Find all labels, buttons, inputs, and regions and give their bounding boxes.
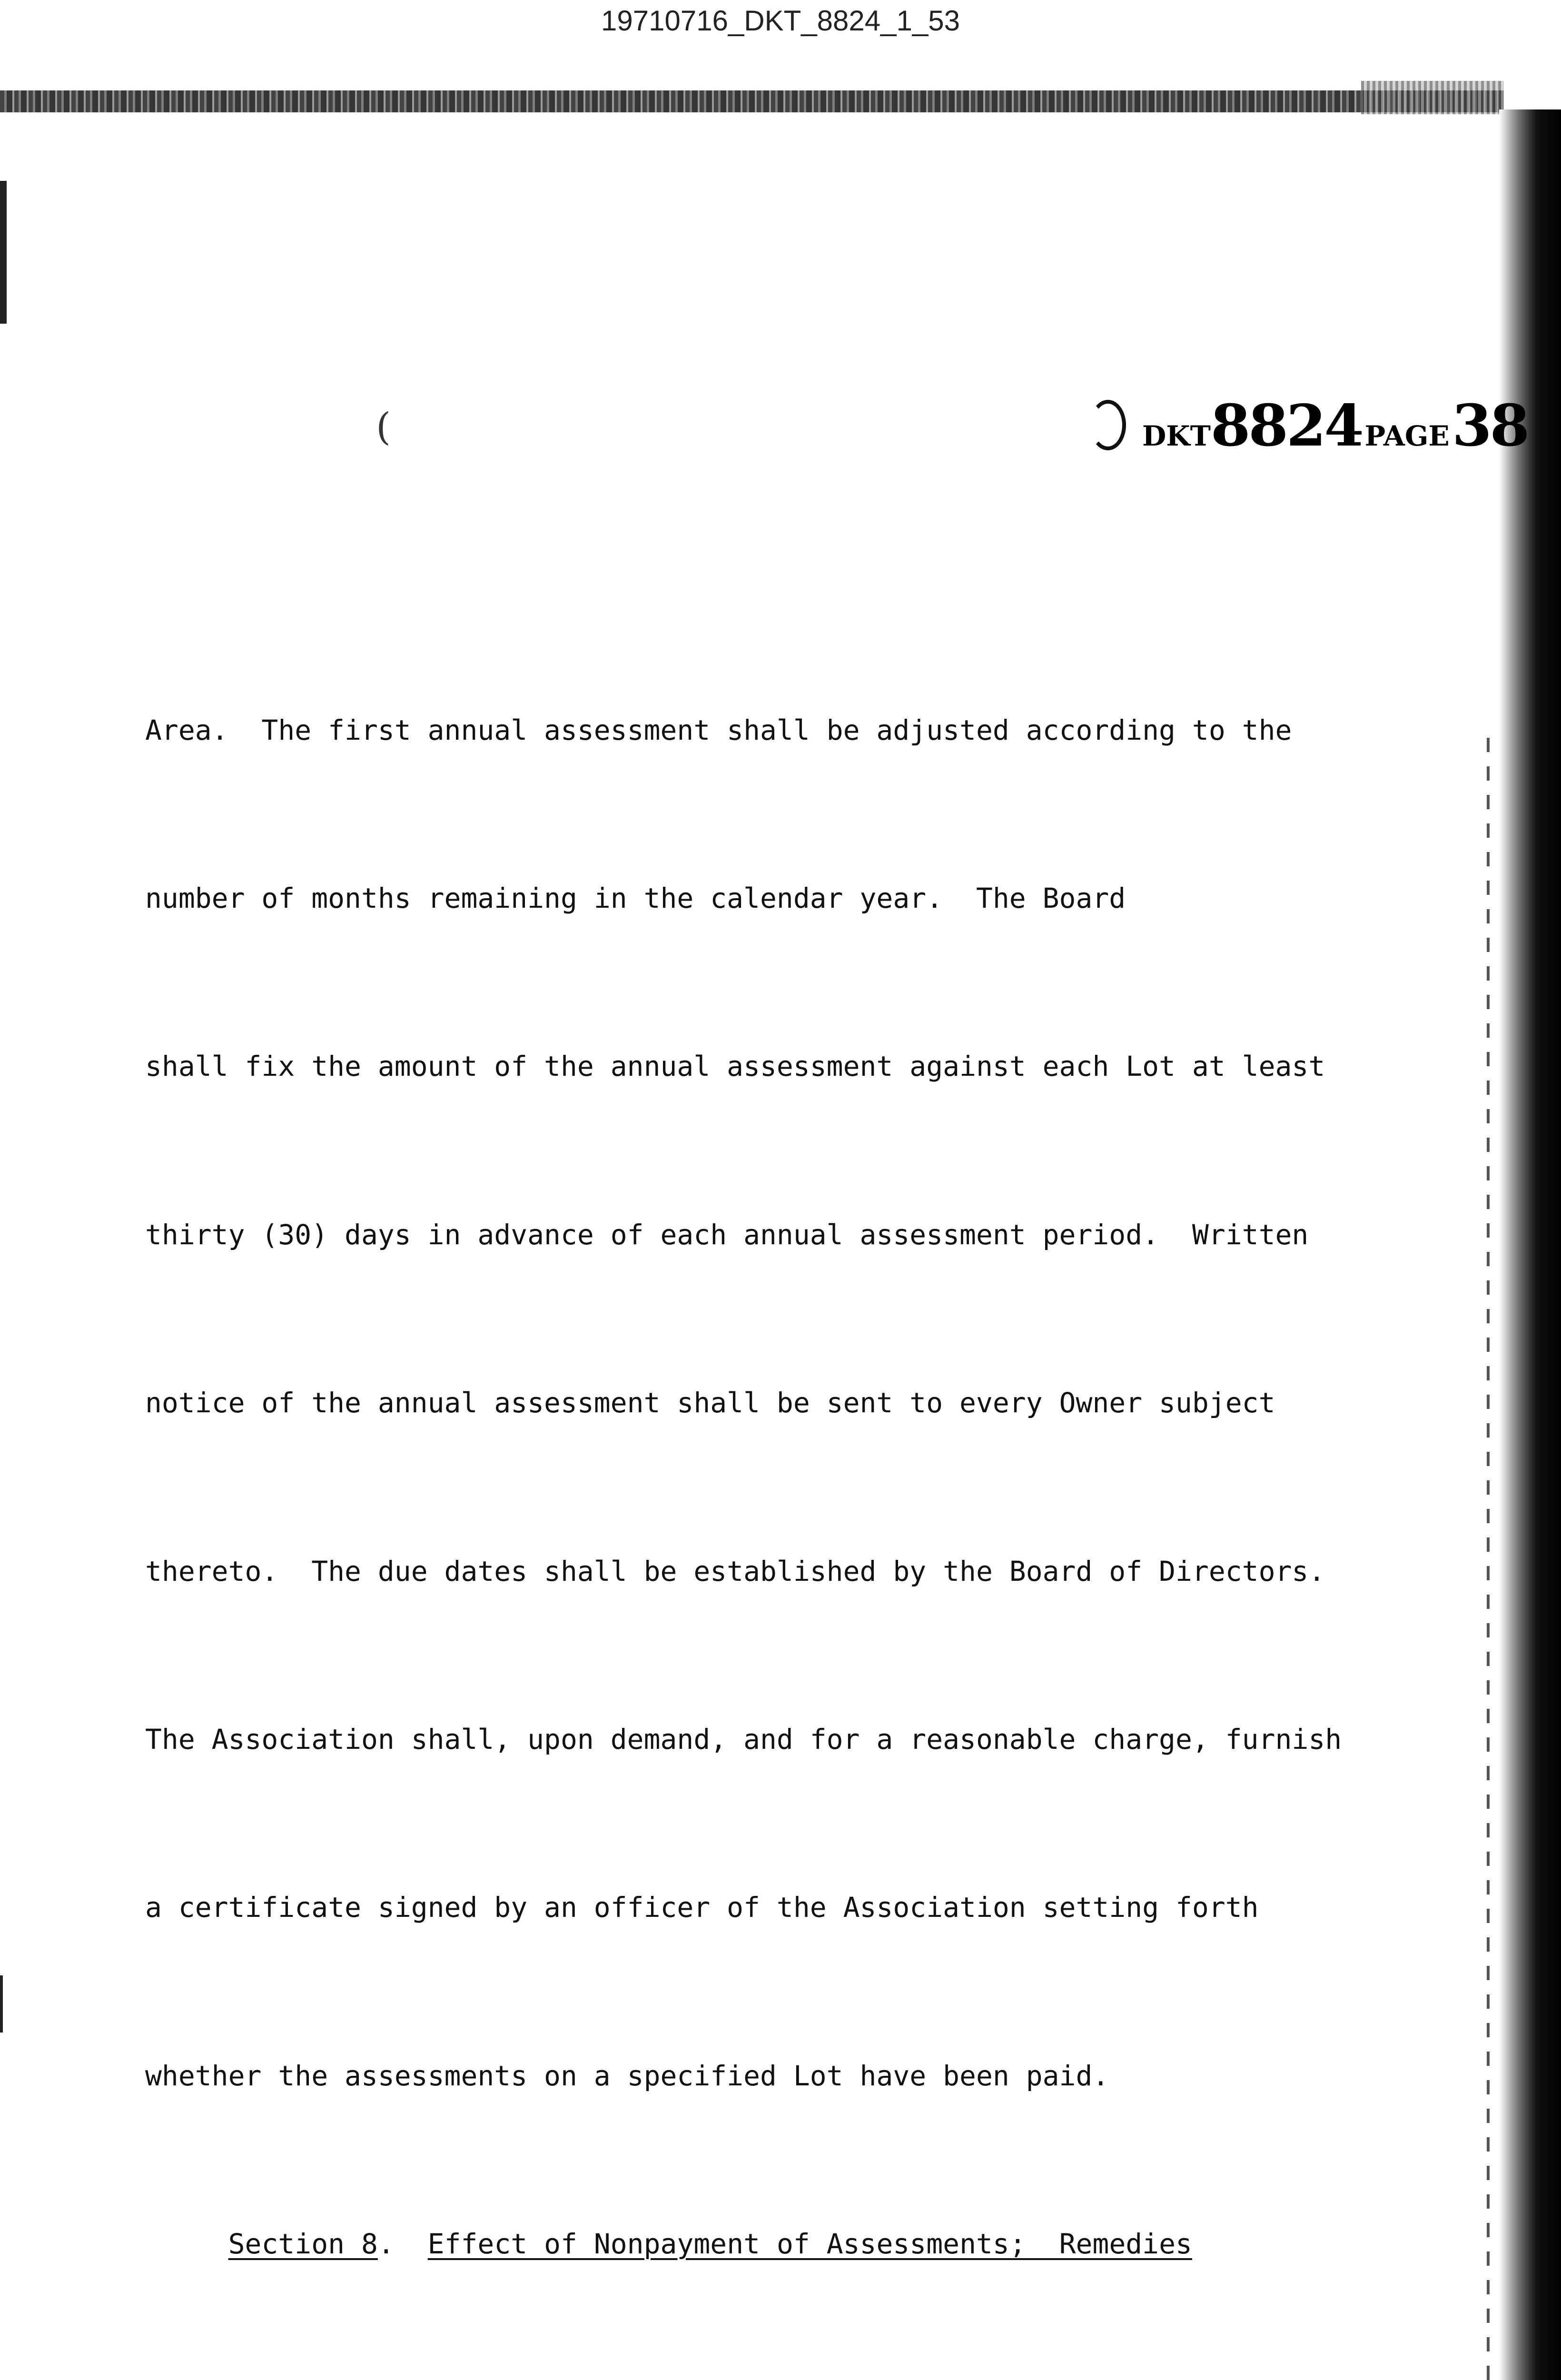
docket-prefix: DKT: [1142, 420, 1211, 452]
docket-stamp: [1142, 392, 1528, 459]
body-line: The Association shall, upon demand, and for a reasonable charge, furnish: [145, 1723, 1342, 1755]
scan-edge-left-mark: [0, 1975, 3, 2033]
docket-page-label: PAGE: [1364, 420, 1450, 452]
body-line: Area. The first annual assessment shall be adjusted according to the: [145, 714, 1292, 746]
body-line: thereto. The due dates shall be established by the Board of Directors.: [145, 1555, 1325, 1587]
file-header: 19710716_DKT_8824_1_53: [601, 5, 960, 37]
section-heading-line: [145, 2216, 1363, 2272]
body-line: a certificate signed by an officer of the Association setting forth: [145, 1891, 1259, 1924]
body-line: whether the assessments on a specified Lot have been paid.: [145, 2059, 1109, 2092]
body-line: notice of the annual assessment shall be sent to every Owner subject: [145, 1387, 1275, 1419]
section-heading: Effect of Nonpayment of Assessments; Remedies: [427, 2228, 1192, 2261]
scan-edge-top: [0, 90, 1504, 112]
scan-edge-right-dashes: [1487, 738, 1490, 2380]
section-number-punct: .: [377, 2228, 428, 2261]
scan-edge-left: [0, 181, 7, 324]
body-line: shall fix the amount of the annual assessment against each Lot at least: [145, 1050, 1325, 1083]
body-line: thirty (30) days in advance of each annual assessment period. Written: [145, 1218, 1309, 1251]
scan-noise-top-right: [1361, 81, 1504, 114]
docket-page-number: 38: [1452, 392, 1528, 459]
body-line: number of months remaining in the calendar year. The Board: [145, 882, 1126, 914]
document-body: [145, 590, 1363, 2380]
section-indent: [145, 2228, 228, 2260]
hole-punch-mark-right: [1090, 400, 1126, 450]
section-number: Section 8: [228, 2228, 378, 2261]
docket-book-number: 8824: [1210, 392, 1362, 459]
hole-punch-mark-left: (: [376, 405, 391, 449]
